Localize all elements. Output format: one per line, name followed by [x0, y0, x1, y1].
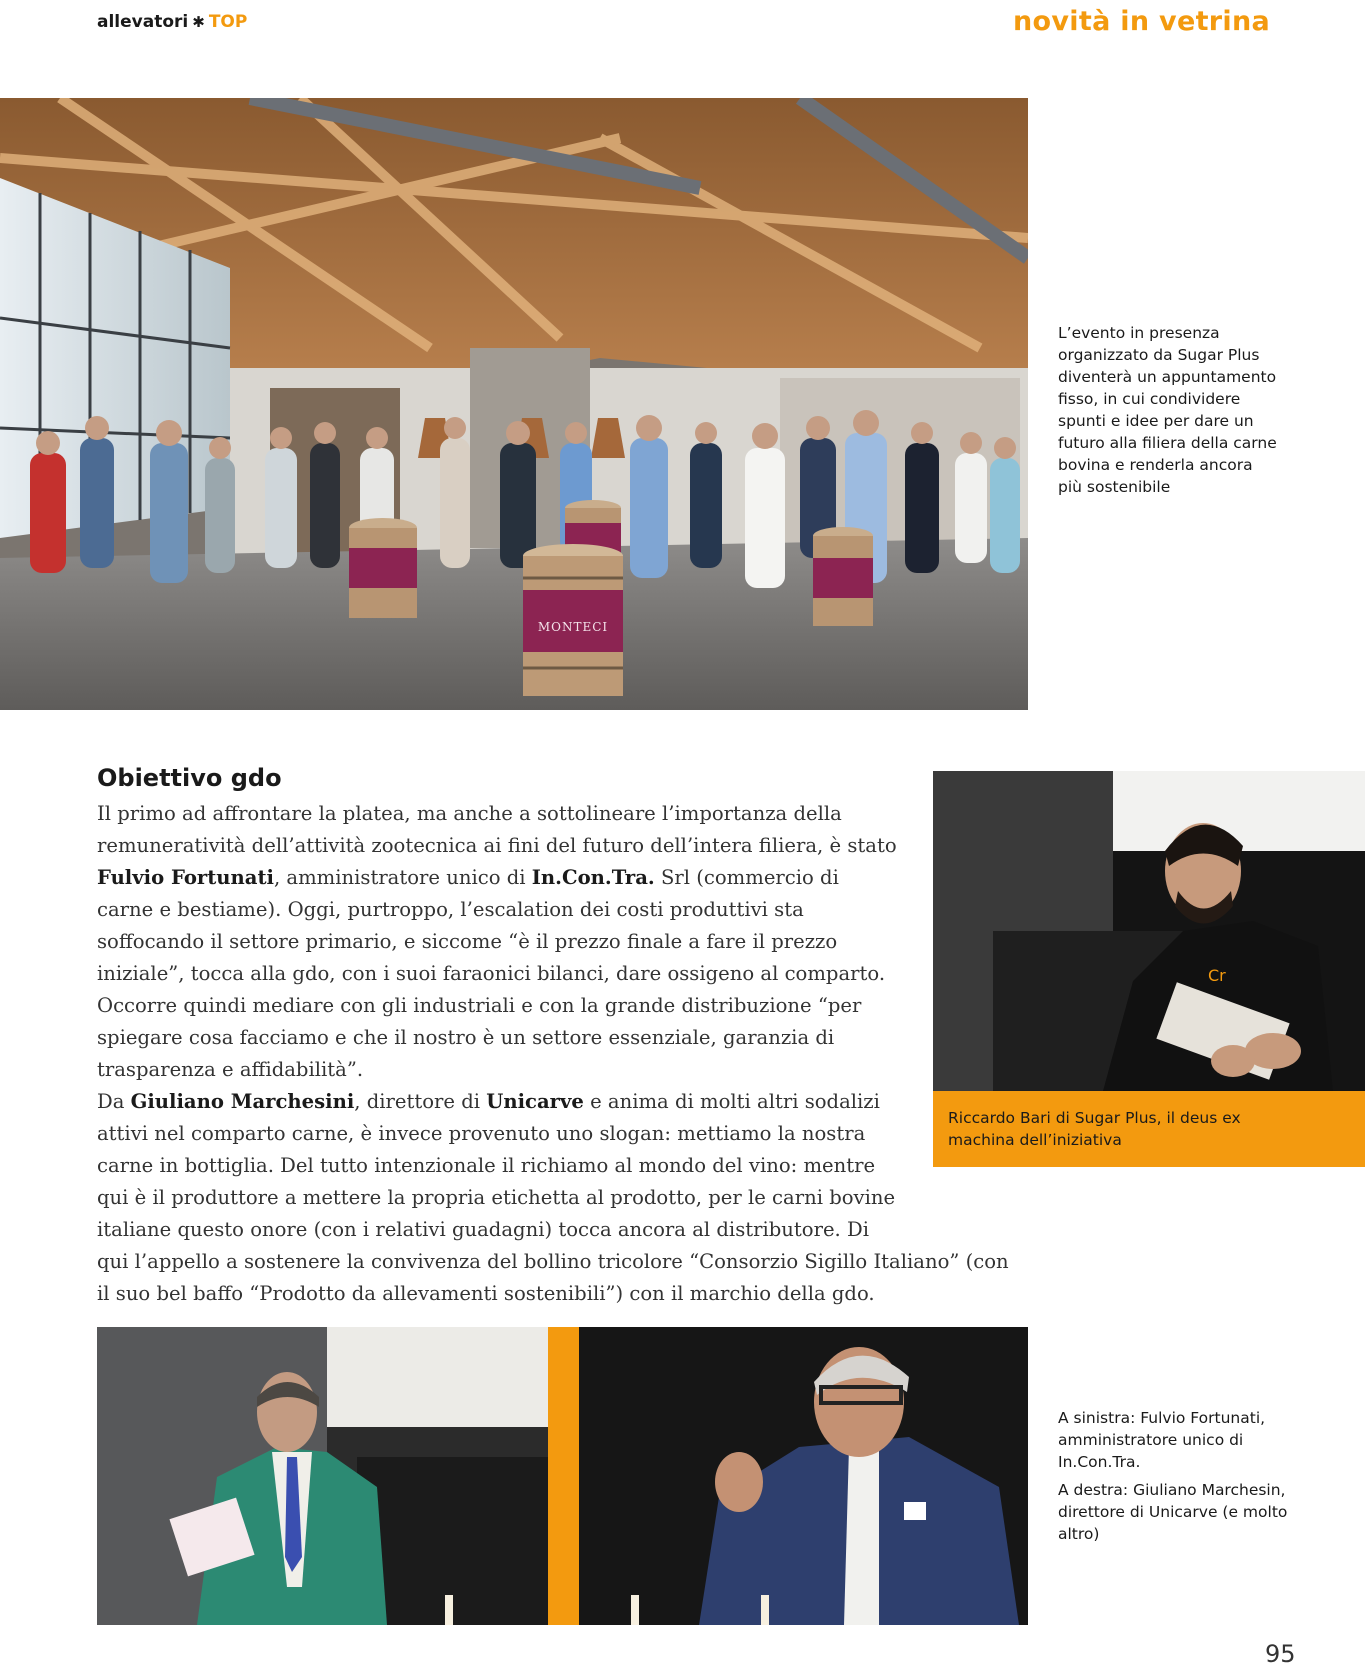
- bottom-photos-caption: [1058, 1407, 1288, 1551]
- p2-company-unicarve: Unicarve: [486, 1090, 584, 1113]
- p2-text-d: e anima di molti altri sodalizi attivi nel comparto carne, è invece provenuto uno slogan: mettiamo la nostra carne in bottiglia. Del tutto intenzionale il richiamo al mondo del vino: mentre qui è il produttore a mettere la propria etichetta al prodotto, per le carni bovine italiane questo onore (con i relativi guadagni) tocca ancora al distributore. Di qui l’appello a sostenere la convivenza del bollino tricolore “Consorzio Sigillo Italiano” (con il suo bel baffo “Prodotto da allevamenti sostenibili”) con il marchio della gdo.: [97, 1090, 1009, 1305]
- magazine-brand: [97, 12, 247, 32]
- page-number: 95: [1265, 1640, 1296, 1668]
- p1-company-incontra: In.Con.Tra.: [531, 866, 655, 889]
- p1-text-c: , amministratore unico di: [273, 866, 532, 889]
- photo-marchesini: [579, 1327, 1028, 1625]
- p1-text-d: Srl (commercio di carne e bestiame). Oggi, purtroppo, l’escalation dei costi produttivi sta soffocando il settore primario, e siccome “è il prezzo finale a fare il prezzo iniziale”, tocca alla gdo, con i suoi faraonici bilanci, dare ossigeno al comparto. Occorre quindi mediare con gli industriali e con la grande distribuzione “per spiegare cosa facciamo e che il nostro è un settore essenziale, garanzia di trasparenza e affidabilità”.: [97, 866, 886, 1081]
- p2-text-a: Da: [97, 1090, 131, 1113]
- speaker-photo-riccardo: [933, 771, 1365, 1091]
- photo-fortunati: [97, 1327, 548, 1625]
- photo-caption-event: L’evento in presenza organizzato da Sugar Plus diventerà un appuntamento fisso, in cui condividere spunti e idee per dare un futuro alla filiera della carne bovina e renderla ancora più sostenibile: [1058, 324, 1277, 496]
- speaker-caption: Riccardo Bari di Sugar Plus, il deus ex machina dell’iniziativa: [948, 1109, 1241, 1149]
- p2-text-c: , direttore di: [354, 1090, 487, 1113]
- p2-name-marchesini: Giuliano Marchesini: [130, 1090, 355, 1113]
- star-icon: ✱: [192, 13, 205, 31]
- brand-name: allevatori: [97, 12, 189, 32]
- barrel-label: MONTECI: [537, 620, 609, 634]
- p1-text-a: Il primo ad affrontare la platea, ma anche a sottolineare l’importanza della remuneratività dell’attività zootecnica ai fini del futuro dell’intera filiera, è stato: [97, 802, 897, 857]
- event-hall-photo: [0, 98, 1028, 710]
- orange-divider: [548, 1327, 579, 1625]
- speaker-caption-box: [933, 1091, 1365, 1167]
- section-title: novità in vetrina: [1013, 6, 1270, 37]
- article-heading: Obiettivo gdo: [97, 764, 282, 792]
- article-body: [97, 798, 1027, 1310]
- p1-name-fortunati: Fulvio Fortunati: [97, 866, 274, 889]
- brand-top: TOP: [208, 12, 248, 32]
- svg-text:Cr: Cr: [1208, 966, 1226, 985]
- caption-right-photo: A destra: Giuliano Marchesin, direttore di Unicarve (e molto altro): [1058, 1481, 1288, 1543]
- caption-left-photo: A sinistra: Fulvio Fortunati, amministratore unico di In.Con.Tra.: [1058, 1409, 1266, 1471]
